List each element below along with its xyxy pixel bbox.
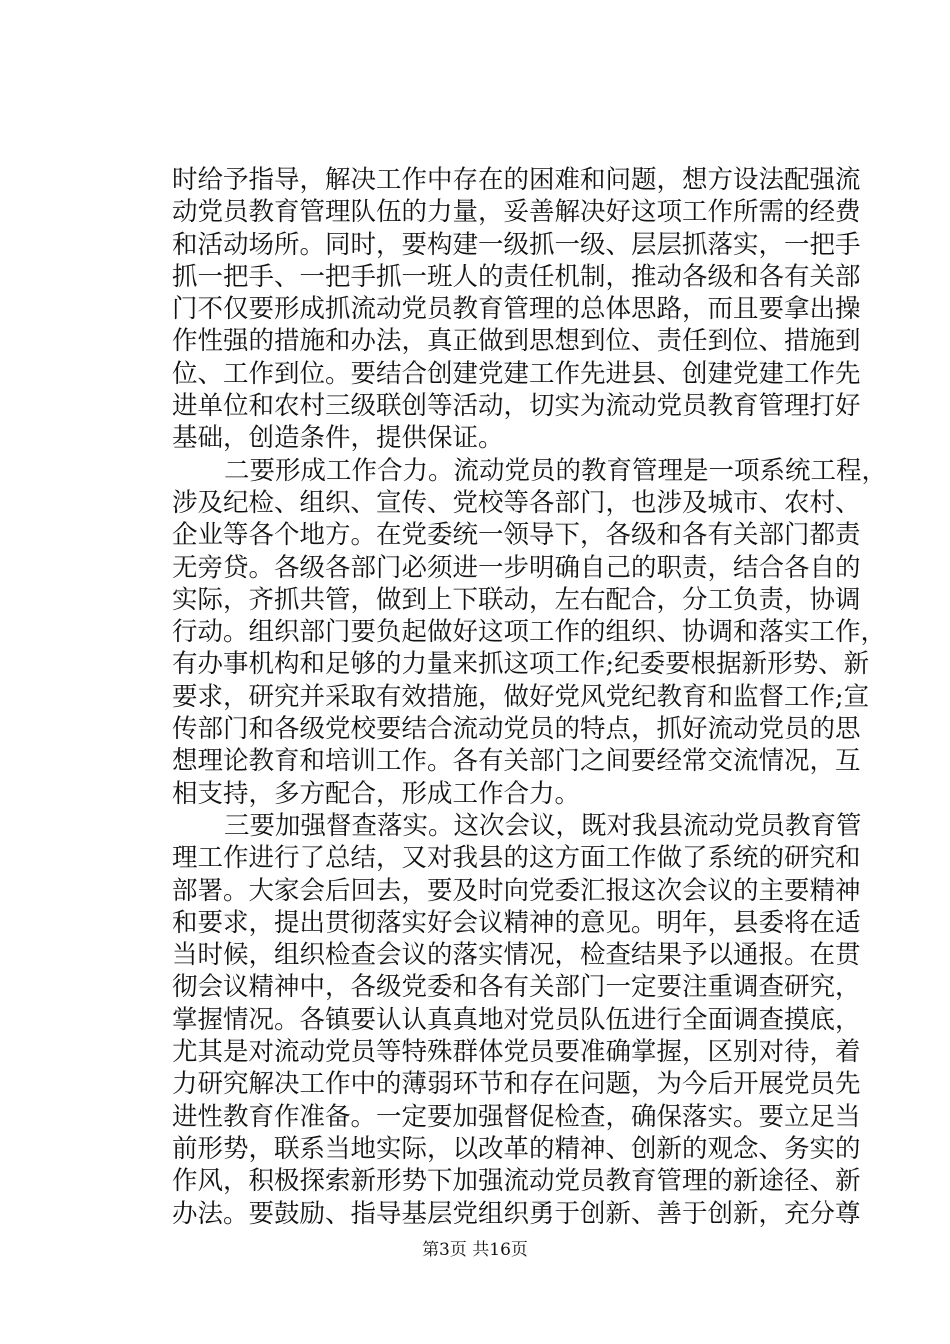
text-line: 进性教育作准备。一定要加强督促检查，确保落实。要立足当 xyxy=(172,1101,861,1132)
text-line: 传部门和各级党校要结合流动党员的特点，抓好流动党员的思 xyxy=(172,714,861,745)
text-line: 力研究解决工作中的薄弱环节和存在问题，为今后开展党员先 xyxy=(172,1069,861,1100)
text-line: 企业等各个地方。在党委统一领导下，各级和各有关部门都责 xyxy=(172,520,861,551)
text-line: 部署。大家会后回去，要及时向党委汇报这次会议的主要精神 xyxy=(172,875,861,906)
text-line: 尤其是对流动党员等特殊群体党员要准确掌握，区别对待，着 xyxy=(172,1037,861,1068)
text-line: 有办事机构和足够的力量来抓这项工作;纪委要根据新形势、新 xyxy=(172,649,870,680)
text-line: 和活动场所。同时，要构建一级抓一级、层层抓落实，一把手 xyxy=(172,229,861,260)
page-footer: 第3页 共16页 xyxy=(422,1240,528,1260)
text-line: 动党员教育管理队伍的力量，妥善解决好这项工作所需的经费 xyxy=(172,197,861,228)
text-line: 当时候，组织检查会议的落实情况，检查结果予以通报。在贯 xyxy=(172,940,861,971)
text-line: 时给予指导，解决工作中存在的困难和问题，想方设法配强流 xyxy=(172,165,861,195)
text-line: 涉及纪检、组织、宣传、党校等各部门，也涉及城市、农村、 xyxy=(172,487,861,518)
text-line: 三要加强督查落实。这次会议，既对我县流动党员教育管 xyxy=(224,810,862,841)
text-line: 要求，研究并采取有效措施，做好党风党纪教育和监督工作;宣 xyxy=(172,681,870,712)
text-line: 彻会议精神中，各级党委和各有关部门一定要注重调查研究， xyxy=(172,972,861,1003)
text-line: 抓一把手、一把手抓一班人的责任机制，推动各级和各有关部 xyxy=(172,261,861,292)
text-line: 基础，创造条件，提供保证。 xyxy=(172,423,504,454)
text-line: 行动。组织部门要负起做好这项工作的组织、协调和落实工作， xyxy=(172,617,887,648)
text-line: 作风，积极探索新形势下加强流动党员教育管理的新途径、新 xyxy=(172,1166,861,1197)
text-line: 无旁贷。各级各部门必须进一步明确自己的职责，结合各自的 xyxy=(172,552,861,583)
text-line: 办法。要鼓励、指导基层党组织勇于创新、善于创新，充分尊 xyxy=(172,1198,861,1229)
text-line: 想理论教育和培训工作。各有关部门之间要经常交流情况，互 xyxy=(172,746,861,777)
text-line: 位、工作到位。要结合创建党建工作先进县、创建党建工作先 xyxy=(172,358,861,389)
text-line: 门不仅要形成抓流动党员教育管理的总体思路，而且要拿出操 xyxy=(172,294,861,325)
text-line: 掌握情况。各镇要认认真真地对党员队伍进行全面调查摸底， xyxy=(172,1004,861,1035)
text-line: 二要形成工作合力。流动党员的教育管理是一项系统工程， xyxy=(224,455,888,486)
text-line: 和要求，提出贯彻落实好会议精神的意见。明年，县委将在适 xyxy=(172,907,861,938)
text-line: 相支持，多方配合，形成工作合力。 xyxy=(172,778,581,809)
text-line: 前形势，联系当地实际，以改革的精神、创新的观念、务实的 xyxy=(172,1133,861,1164)
text-line: 实际，齐抓共管，做到上下联动，左右配合，分工负责，协调 xyxy=(172,584,861,615)
text-line: 进单位和农村三级联创等活动，切实为流动党员教育管理打好 xyxy=(172,391,861,422)
document-body xyxy=(172,164,888,1230)
text-line: 理工作进行了总结，又对我县的这方面工作做了系统的研究和 xyxy=(172,843,861,874)
text-line: 作性强的措施和办法，真正做到思想到位、责任到位、措施到 xyxy=(172,326,861,357)
